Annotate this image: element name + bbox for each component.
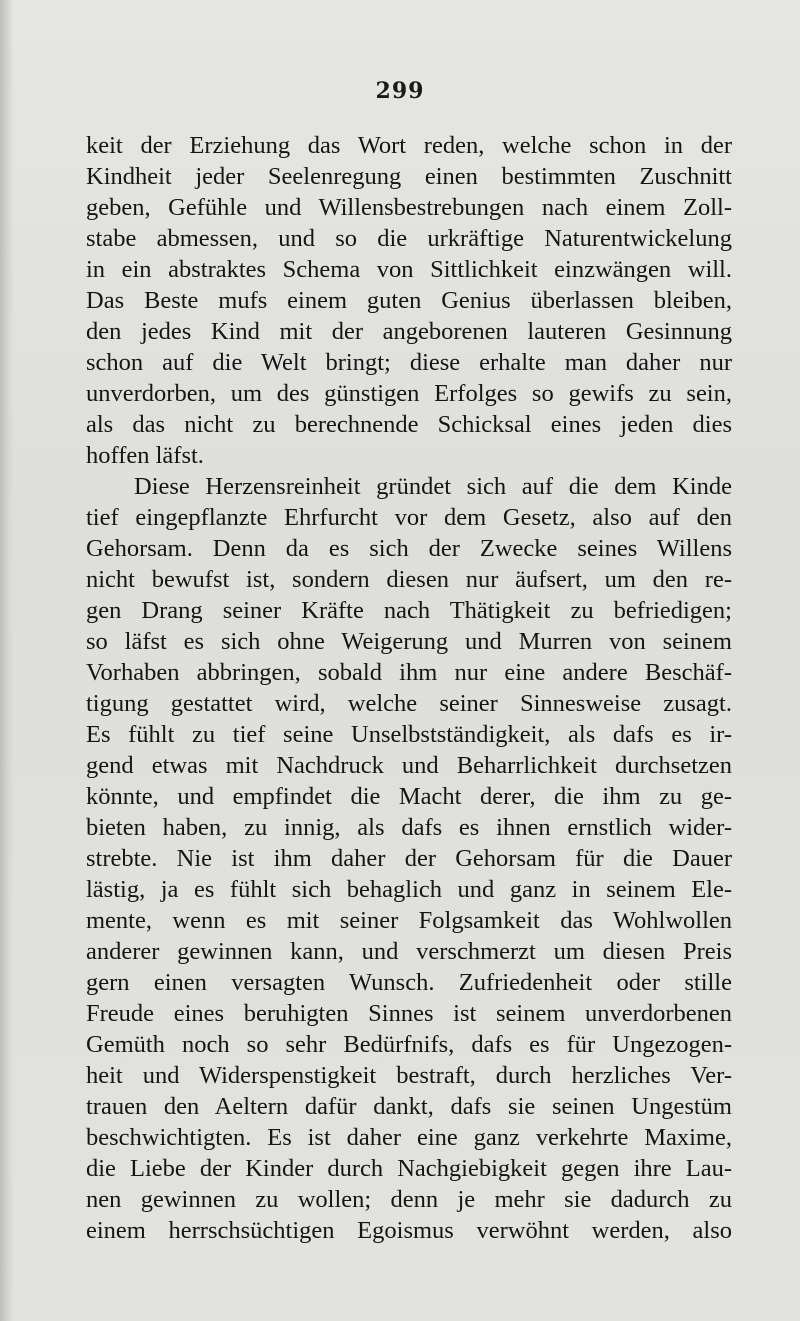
text-line: schon auf die Welt bringt; diese erhalte man daher nur <box>86 349 732 376</box>
text-line: stabe abmessen, und so die urkräftige Naturentwickelung <box>86 225 732 252</box>
text-line: Gehorsam. Denn da es sich der Zwecke seines Willens <box>86 535 732 562</box>
text-line: unverdorben, um des günstigen Erfolges so gewifs zu sein, <box>86 380 732 407</box>
text-line: heit und Widerspenstigkeit bestraft, durch herzliches Ver- <box>86 1062 732 1089</box>
text-line: tief eingepflanzte Ehrfurcht vor dem Gesetz, also auf den <box>86 504 732 531</box>
text-line: beschwichtigten. Es ist daher eine ganz verkehrte Maxime, <box>86 1124 732 1151</box>
text-line: einem herrschsüchtigen Egoismus verwöhnt werden, also <box>86 1217 732 1244</box>
text-line: in ein abstraktes Schema von Sittlichkeit einzwängen will. <box>86 256 732 283</box>
text-line: mente, wenn es mit seiner Folgsamkeit das Wohlwollen <box>86 907 732 934</box>
text-line: Es fühlt zu tief seine Unselbstständigkeit, als dafs es ir- <box>86 721 732 748</box>
text-line: Vorhaben abbringen, sobald ihm nur eine andere Beschäf- <box>86 659 732 686</box>
text-line: Gemüth noch so sehr Bedürfnifs, dafs es für Ungezogen- <box>86 1031 732 1058</box>
page-edge-shadow <box>0 0 14 1321</box>
text-line: gen Drang seiner Kräfte nach Thätigkeit zu befriedigen; <box>86 597 732 624</box>
text-line: Kindheit jeder Seelenregung einen bestimmten Zuschnitt <box>86 163 732 190</box>
text-line-paragraph-end: hoffen läfst. <box>86 442 204 469</box>
text-line: gern einen versagten Wunsch. Zufriedenheit oder stille <box>86 969 732 996</box>
text-line: den jedes Kind mit der angeborenen lauteren Gesinnung <box>86 318 732 345</box>
text-line: trauen den Aeltern dafür dankt, dafs sie seinen Ungestüm <box>86 1093 732 1120</box>
text-line: Freude eines beruhigten Sinnes ist seinem unverdorbenen <box>86 1000 732 1027</box>
text-line: könnte, und empfindet die Macht derer, die ihm zu ge- <box>86 783 732 810</box>
text-line: gend etwas mit Nachdruck und Beharrlichkeit durchsetzen <box>86 752 732 779</box>
text-line: geben, Gefühle und Willensbestrebungen nach einem Zoll- <box>86 194 732 221</box>
text-line: so läfst es sich ohne Weigerung und Murren von seinem <box>86 628 732 655</box>
text-line: als das nicht zu berechnende Schicksal eines jeden dies <box>86 411 732 438</box>
text-line: Das Beste mufs einem guten Genius überlassen bleiben, <box>86 287 732 314</box>
text-line: strebte. Nie ist ihm daher der Gehorsam für die Dauer <box>86 845 732 872</box>
text-line: keit der Erziehung das Wort reden, welche schon in der <box>86 132 732 159</box>
text-line: nicht bewufst ist, sondern diesen nur äufsert, um den re- <box>86 566 732 593</box>
text-line: lästig, ja es fühlt sich behaglich und ganz in seinem Ele- <box>86 876 732 903</box>
body-text <box>86 130 732 1246</box>
text-line: tigung gestattet wird, welche seiner Sinnesweise zusagt. <box>86 690 732 717</box>
text-line: die Liebe der Kinder durch Nachgiebigkeit gegen ihre Lau- <box>86 1155 732 1182</box>
text-line: nen gewinnen zu wollen; denn je mehr sie dadurch zu <box>86 1186 732 1213</box>
text-line-paragraph-start: Diese Herzensreinheit gründet sich auf die dem Kinde <box>134 473 732 500</box>
text-line: anderer gewinnen kann, und verschmerzt um diesen Preis <box>86 938 732 965</box>
text-line: bieten haben, zu innig, als dafs es ihnen ernstlich wider- <box>86 814 732 841</box>
page-number: 299 <box>375 78 425 104</box>
